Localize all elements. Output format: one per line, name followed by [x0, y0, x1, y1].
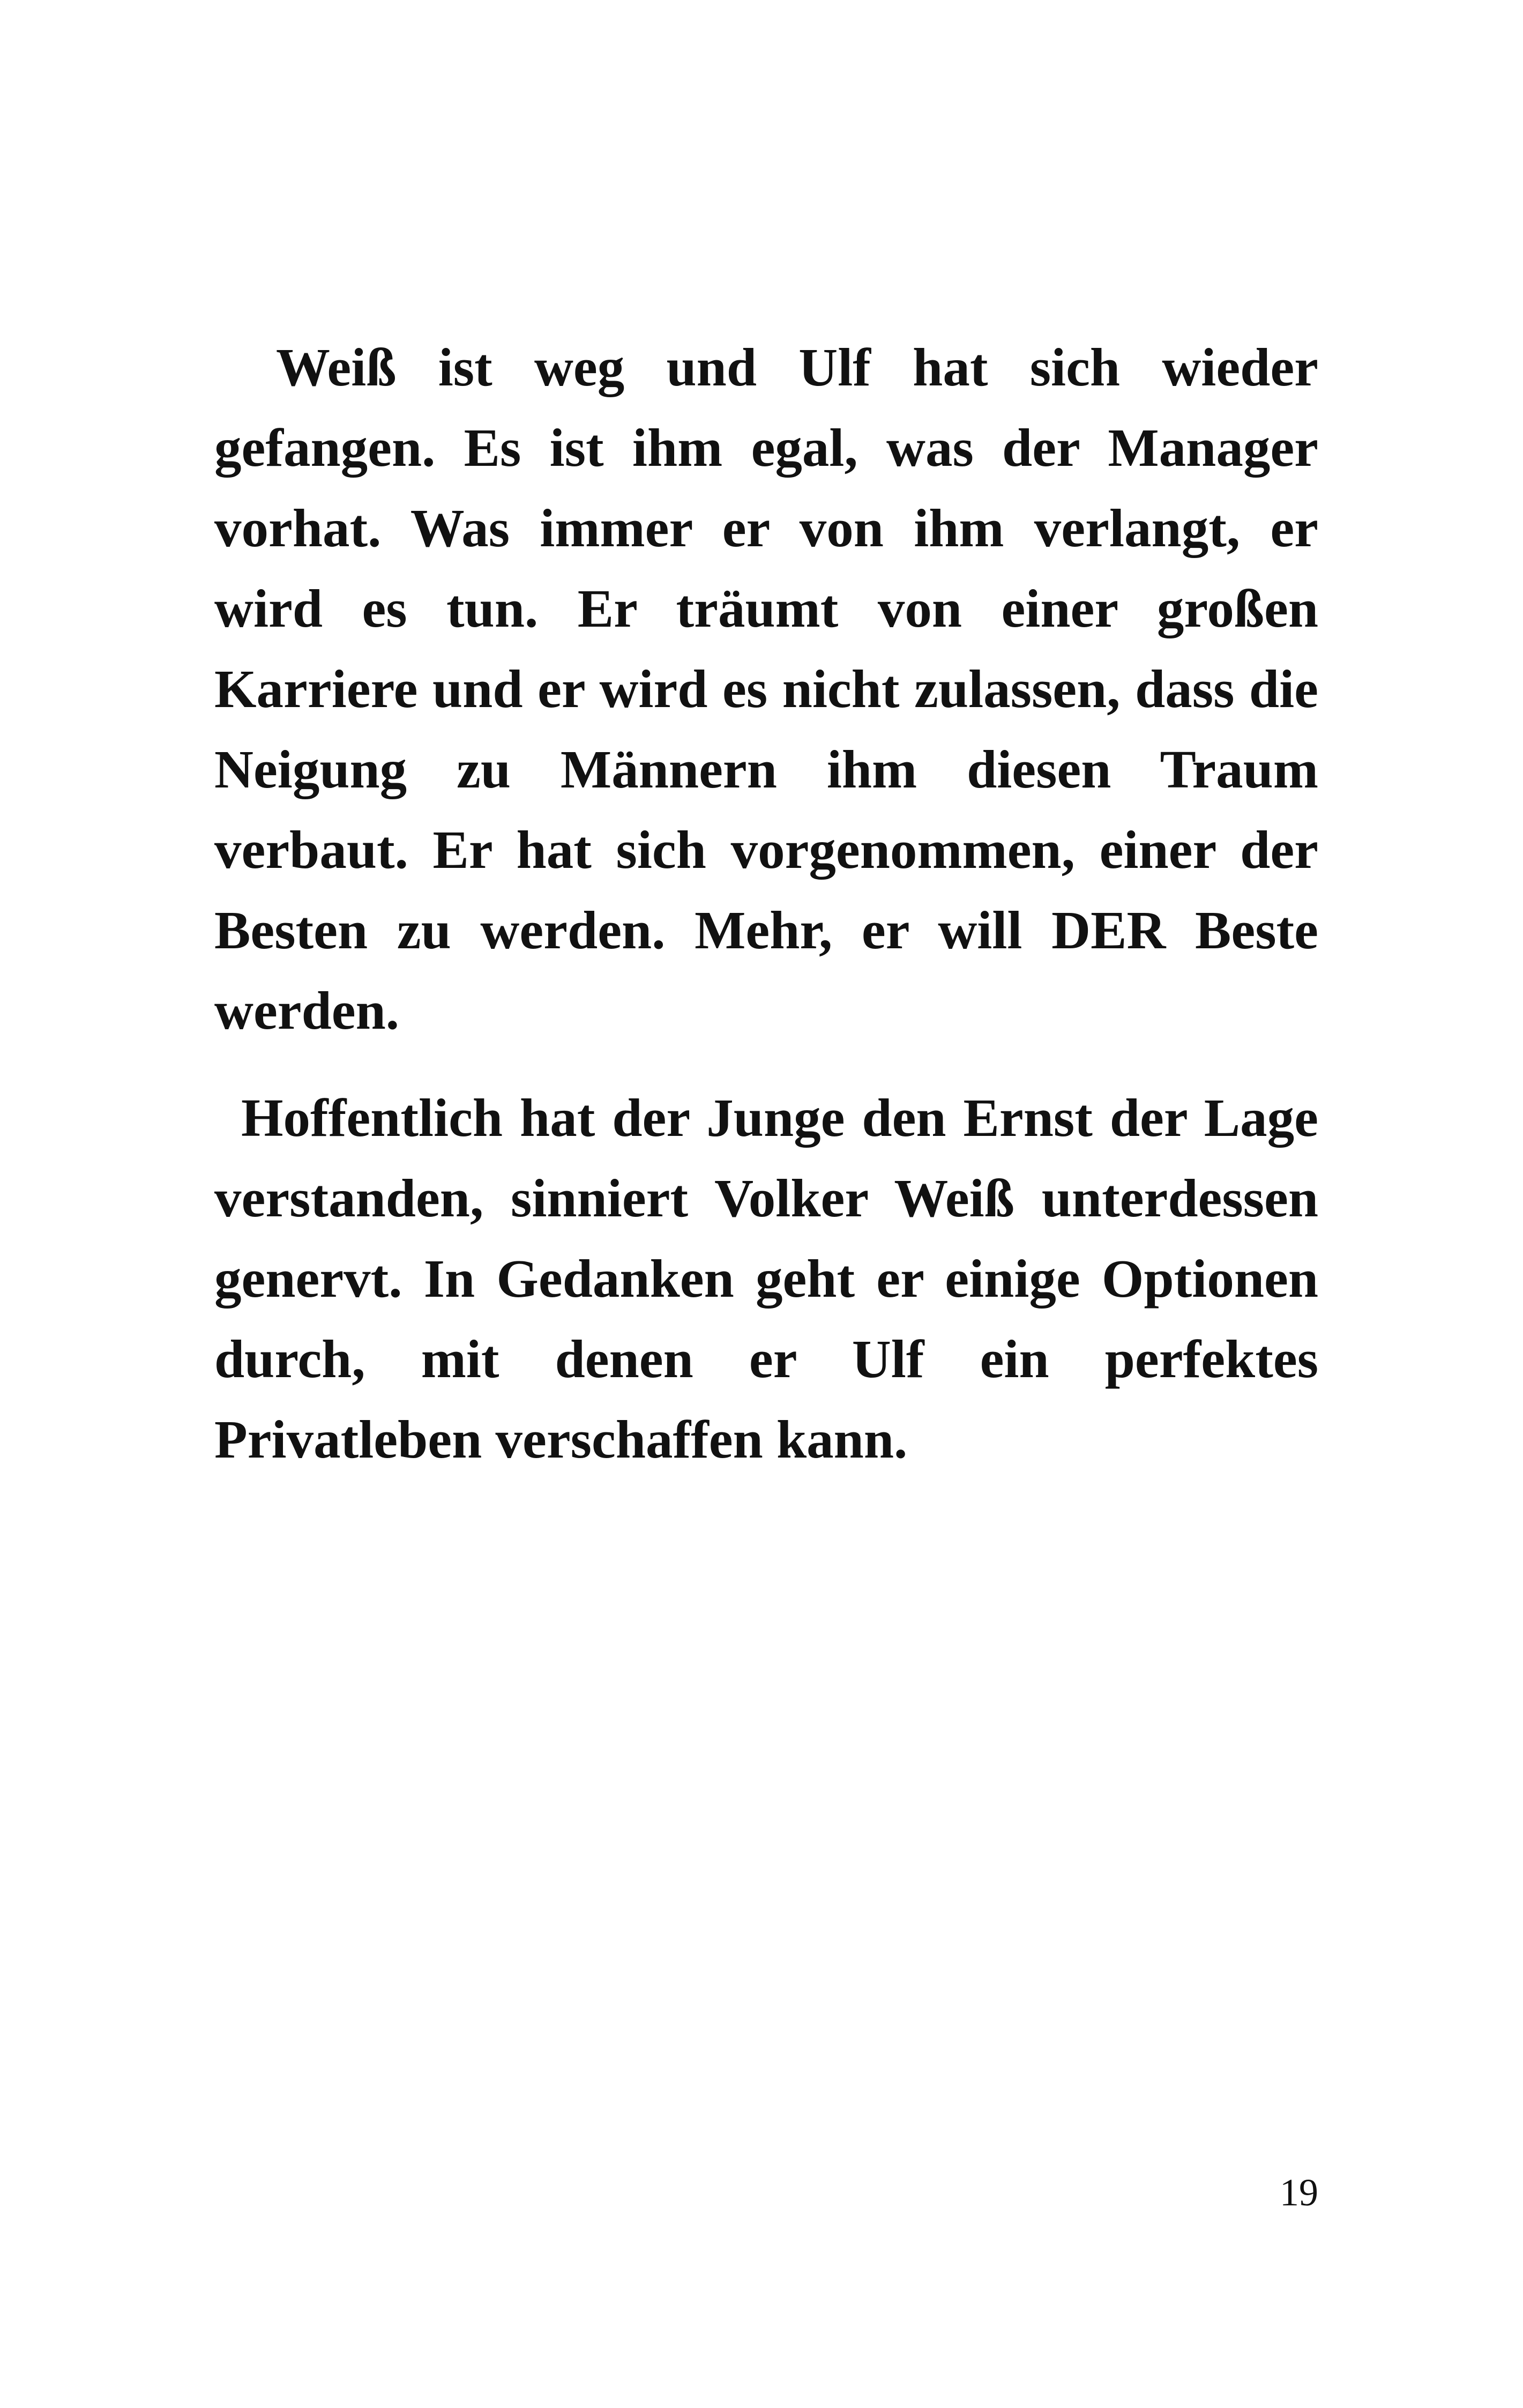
paragraph-1: Weiß ist weg und Ulf hat sich wieder gefangen. Es ist ihm egal, was der Manager vorhat. Was immer er von ihm verlangt, er wird es tun. Er träumt von einer großen Karriere und er wird es nicht zulassen, dass die Neigung zu Männern ihm diesen Traum verbaut. Er hat sich vorgenommen, einer der Besten zu werden. Mehr, er will DER Beste werden. [214, 337, 1318, 1041]
body-text [214, 327, 1318, 1480]
page-number: 19 [1280, 2171, 1318, 2214]
paragraph-2: Hoffentlich hat der Junge den Ernst der Lage verstanden, sinniert Volker Weiß unterdessen genervt. In Gedanken geht er einige Optionen durch, mit denen er Ulf ein perfektes Privatleben verschaffen kann. [214, 1088, 1318, 1469]
